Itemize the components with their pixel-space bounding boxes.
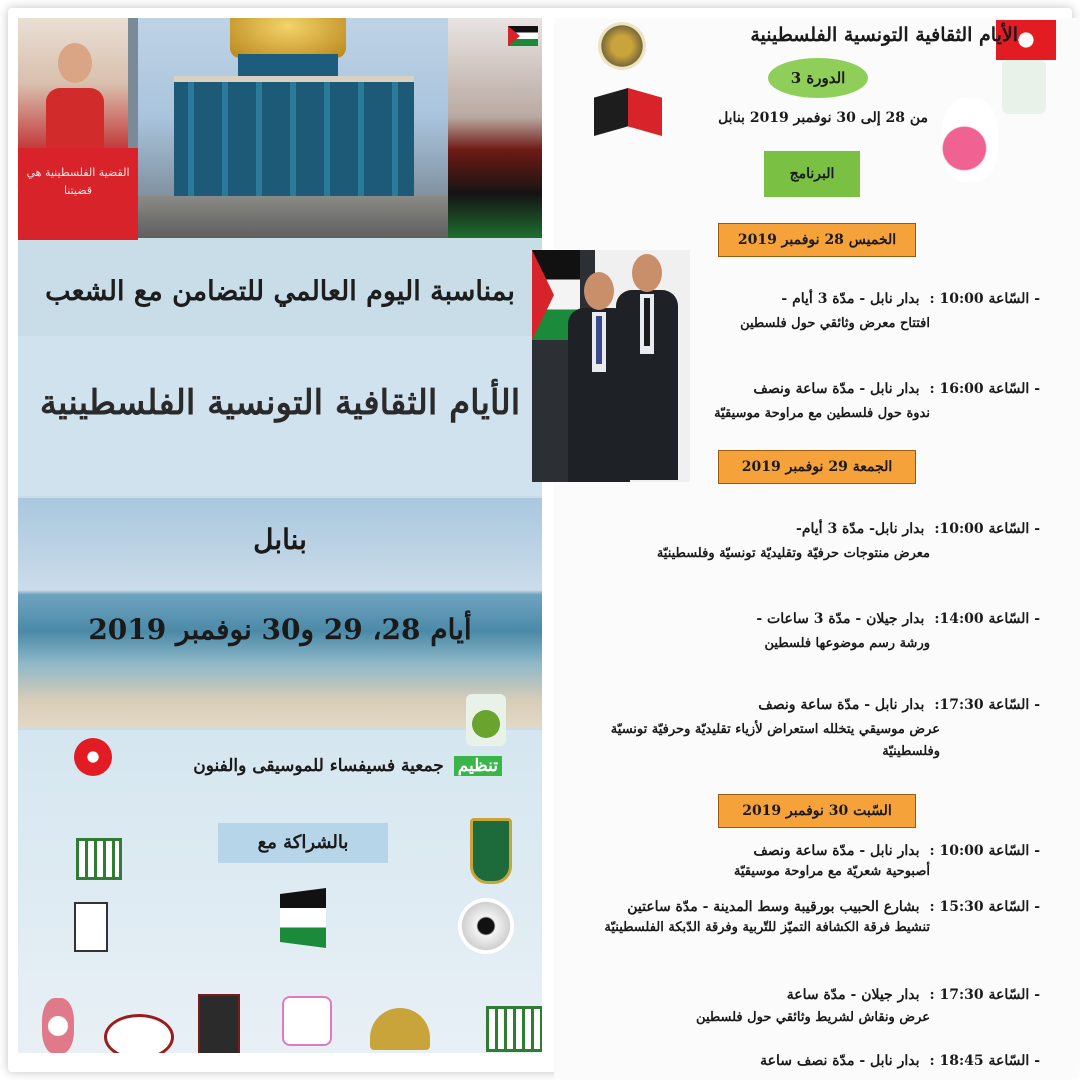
event-venue: بدار نابل- مدّة 3 أيام- (796, 521, 925, 537)
mosque-plaza (138, 196, 448, 238)
tie (596, 316, 602, 364)
event-time: - السّاعة 17:30 : (929, 987, 1040, 1003)
pink-emblem-icon (42, 998, 74, 1053)
organizer-name: جمعية فسيفساء للموسيقى والفنون (193, 756, 444, 776)
shield-emblem-icon (470, 818, 512, 884)
event-time: - السّاعة 16:00 : (929, 381, 1040, 397)
collage-frame (8, 8, 1072, 1072)
solidarity-line: بمناسبة اليوم العالمي للتضامن مع الشعب (45, 276, 515, 307)
event-venue: بدار نابل - مدّة ساعة ونصف (753, 843, 920, 859)
event-time: - السّاعة 17:30: (934, 697, 1040, 713)
event-venue: بدار جيلان - مدّة 3 ساعات - (756, 611, 925, 627)
tunisia-flag-icon (74, 738, 112, 776)
event-item (570, 518, 1040, 565)
poster-dates: أيام 28، 29 و30 نوفمبر 2019 (88, 613, 472, 646)
man-right (616, 254, 678, 482)
scout-logo-icon (74, 902, 108, 952)
handshake-photo (532, 250, 690, 482)
child-shirt (46, 88, 104, 148)
organizer-line (193, 756, 502, 776)
event-venue: بدار نابل - مدّة 3 أيام - (781, 291, 920, 307)
oval-logo-icon (104, 1014, 174, 1053)
event-venue: بدار جيلان - مدّة ساعة (786, 987, 920, 1003)
association-logo-icon (466, 694, 506, 746)
event-desc: افتتاح معرض وثائقي حول فلسطين (740, 316, 930, 331)
event-venue: بدار نابل - مدّة نصف ساعة (760, 1053, 920, 1069)
mosque-facade (174, 76, 414, 202)
poster-lower-panel (18, 730, 542, 1053)
program-heading: البرنامج (764, 151, 860, 197)
building-logo-icon (486, 1006, 542, 1052)
event-item (570, 984, 1040, 1029)
event-time: - السّاعة 15:30 : (929, 899, 1040, 915)
palestine-flag-icon (280, 888, 326, 948)
dome-drum (238, 54, 338, 78)
event-item (570, 608, 1040, 655)
child-photo (18, 18, 128, 148)
emblem-icon (598, 22, 646, 70)
program-sheet (554, 18, 1078, 1078)
event-poster (18, 18, 542, 1053)
event-time: - السّاعة 10:00: (934, 521, 1040, 537)
event-desc: معرض منتوجات حرفيّة وتقليديّة تونسيّة وفلسطينيّة (656, 546, 930, 561)
association-logo-icon (1002, 60, 1046, 114)
day-header: الخميس 28 نوفمبر 2019 (718, 223, 916, 257)
event-time: - السّاعة 14:00: (934, 611, 1040, 627)
organizer-prefix: تنظيم (454, 756, 502, 776)
event-desc: تنشيط فرقة الكشافة التميّز للتّربية وفرقة الدّبكة الفلسطينيّة (604, 920, 930, 935)
event-time: - السّاعة 10:00 : (929, 843, 1040, 859)
child-face (58, 43, 92, 83)
eye-logo-icon (458, 898, 514, 954)
event-desc: ورشة رسم موضوعها فلسطين (764, 636, 930, 651)
event-desc: عرض موسيقي يتخلله استعراض لأزياء تقليديّة وحرفيّة تونسيّة وفلسطينيّة (610, 722, 940, 759)
event-desc: أصبوحية شعريّة مع مراوحة موسيقيّة (733, 864, 930, 879)
poster-hero (18, 18, 542, 238)
edition-badge: الدورة 3 (768, 58, 868, 98)
event-venue: بدار نابل - مدّة ساعة ونصف (758, 697, 925, 713)
poster-main-title: الأيام الثقافية التونسية الفلسطينية (39, 383, 521, 423)
event-desc: ندوة حول فلسطين مع مراوحة موسيقيّة (714, 406, 930, 421)
golden-dome (230, 18, 346, 58)
event-item (570, 840, 1040, 883)
protest-photo (448, 18, 542, 238)
event-venue: بشارع الحبيب بورقيبة وسط المدينة - مدّة ساعتين (627, 899, 920, 915)
pink-emblem-icon (942, 98, 998, 182)
flags-icon (594, 88, 662, 136)
event-desc: عرض ونقاش لشريط وثائقي حول فلسطين (696, 1010, 930, 1025)
tess-logo-icon (282, 996, 332, 1046)
head (632, 254, 662, 292)
tie (644, 298, 650, 346)
program-period: من 28 إلى 30 نوفمبر 2019 بنابل (718, 110, 928, 126)
cause-banner: القضية الفلسطينية هي قضيتنا (18, 148, 138, 240)
palestine-flag-icon (508, 26, 538, 46)
head (584, 272, 614, 310)
book-logo-icon (198, 994, 240, 1053)
day-header: الجمعة 29 نوفمبر 2019 (718, 450, 916, 484)
event-time: - السّاعة 10:00 : (929, 291, 1040, 307)
partnership-label: بالشراكة مع (218, 823, 388, 863)
event-venue: بدار نابل - مدّة ساعة ونصف (753, 381, 920, 397)
event-time: - السّاعة 18:45 : (929, 1053, 1040, 1069)
house-logo-icon (76, 838, 122, 880)
day-header: السّبت 30 نوفمبر 2019 (718, 794, 916, 828)
program-title: الأيام الثقافية التونسية الفلسطينية (750, 24, 1018, 46)
event-item (570, 896, 1040, 939)
dome-of-rock-photo (138, 18, 448, 238)
event-item (570, 694, 1040, 763)
poster-city: بنابل (253, 523, 307, 556)
event-item (570, 1050, 1040, 1069)
